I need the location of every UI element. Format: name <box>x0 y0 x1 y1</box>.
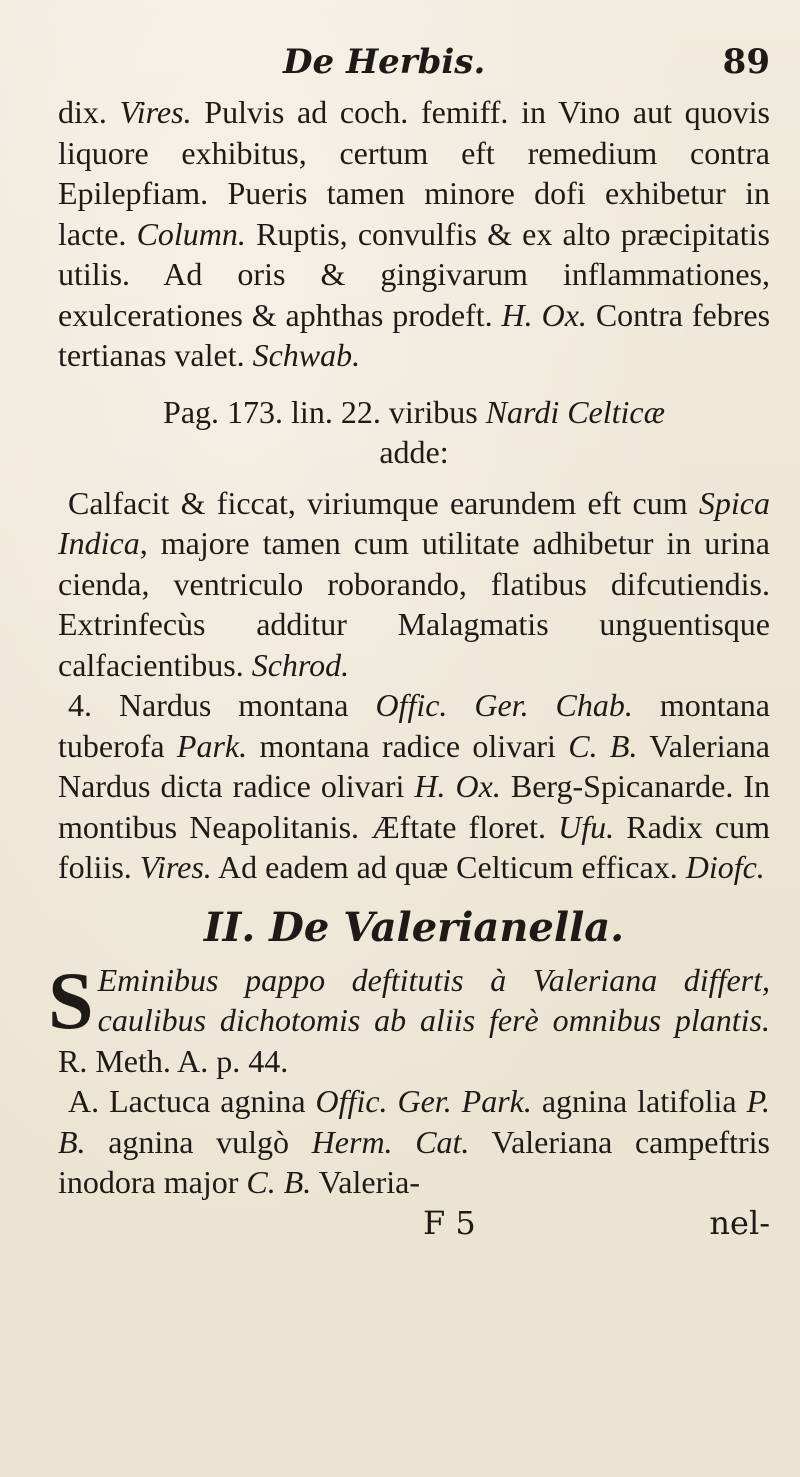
text-run: Calfacit & ficcat, viriumque earundem eft cum <box>68 484 699 521</box>
text-run: , majore tamen cum utilitate adhibetur in urina cienda, ventriculo roborando, flatibus difcutiendis. Extrinfecùs additur Malagmatis unguentisque calfacientibus. <box>58 525 770 683</box>
signature-mark: F 5 <box>423 1203 476 1242</box>
text-run: Pulvis ad coch. femiff. in Vino aut quovis liquore exhibitus, certum eft remedium contra Epilepfiam. Pueris tamen minore dofi exhibetur in lacte. <box>58 94 771 252</box>
italic-run: Column. <box>136 215 246 252</box>
text-run: A. Lactuca agnina <box>68 1083 316 1119</box>
text-run: montana tuberofa <box>58 687 771 764</box>
text-run: Pag. 173. lin. 22. viribus <box>163 393 486 430</box>
italic-run: Ufu. <box>558 808 615 845</box>
text-run: agnina vulgò <box>85 1123 312 1160</box>
section-title: II. De Valerianella. <box>203 903 625 951</box>
text-run: Radix cum foliis. <box>58 808 771 885</box>
paragraph-calfacit <box>58 483 770 686</box>
italic-run: Herm. Cat. <box>311 1123 470 1160</box>
italic-run: Vires. <box>119 94 192 130</box>
paragraph-adde <box>58 432 770 473</box>
text-run: adde: <box>379 434 449 470</box>
text-run: montana radice olivari <box>247 727 569 764</box>
page-number: 89 <box>722 42 770 82</box>
text-run: 4. Nardus montana <box>68 687 376 723</box>
italic-run: Offic. Ger. Park. <box>315 1083 532 1119</box>
page-footer <box>58 1203 770 1247</box>
text-run: Contra febres tertianas valet. <box>58 296 771 373</box>
italic-run: C. B. <box>568 727 638 764</box>
italic-run: P. B. <box>58 1083 771 1160</box>
italic-run: H. Ox. <box>501 296 587 333</box>
text-column <box>48 42 771 1247</box>
text-run: dix. <box>58 94 120 130</box>
italic-run: H. Ox. <box>414 768 501 804</box>
paragraph-lactuca-agnina <box>58 1081 770 1203</box>
running-head: De Herbis. <box>283 42 486 82</box>
text-run: R. Meth. A. p. 44. <box>58 1042 289 1079</box>
italic-run: Schwab. <box>252 337 361 373</box>
italic-run: Vires. <box>139 849 212 885</box>
paragraph-nardus-montana <box>58 685 770 888</box>
paragraph-vires <box>58 92 770 376</box>
italic-run: Offic. Ger. Chab. <box>375 687 633 723</box>
section-intro <box>48 954 770 1082</box>
italic-run: Spica Indica <box>58 484 770 561</box>
text-run: Valeria- <box>311 1164 420 1200</box>
italic-run: Schrod. <box>251 646 350 683</box>
text-run: Valeriana Nardus dicta radice olivari <box>58 727 770 804</box>
italic-run: Nardi Celticæ <box>485 393 665 430</box>
text-run: agnina latifolia <box>531 1083 747 1119</box>
italic-run: Diofc. <box>685 849 765 885</box>
paragraph-definition <box>58 960 770 1082</box>
catchword: nel- <box>709 1203 770 1242</box>
page-header <box>58 42 770 92</box>
text-run: Valeriana campeftris inodora major <box>58 1123 771 1200</box>
paragraph-addendum-ref <box>58 392 770 433</box>
text-run: Ad eadem ad quæ Celticum efficax. <box>211 849 686 885</box>
italic-run: C. B. <box>246 1164 312 1200</box>
italic-run: Eminibus pappo deftitutis à Valeriana differt, caulibus dichotomis ab aliis ferè omnibus plantis. <box>97 961 770 1038</box>
text-run: Ruptis, convulfis & ex alto præcipitatis utilis. Ad oris & gingivarum inflammationes, exulcerationes & aphthas prodeft. <box>58 215 770 333</box>
italic-run: Park. <box>176 727 248 764</box>
text-run: Berg-Spicanarde. In montibus Neapolitanis. Æftate floret. <box>58 768 771 845</box>
drop-cap: S <box>48 954 94 1046</box>
